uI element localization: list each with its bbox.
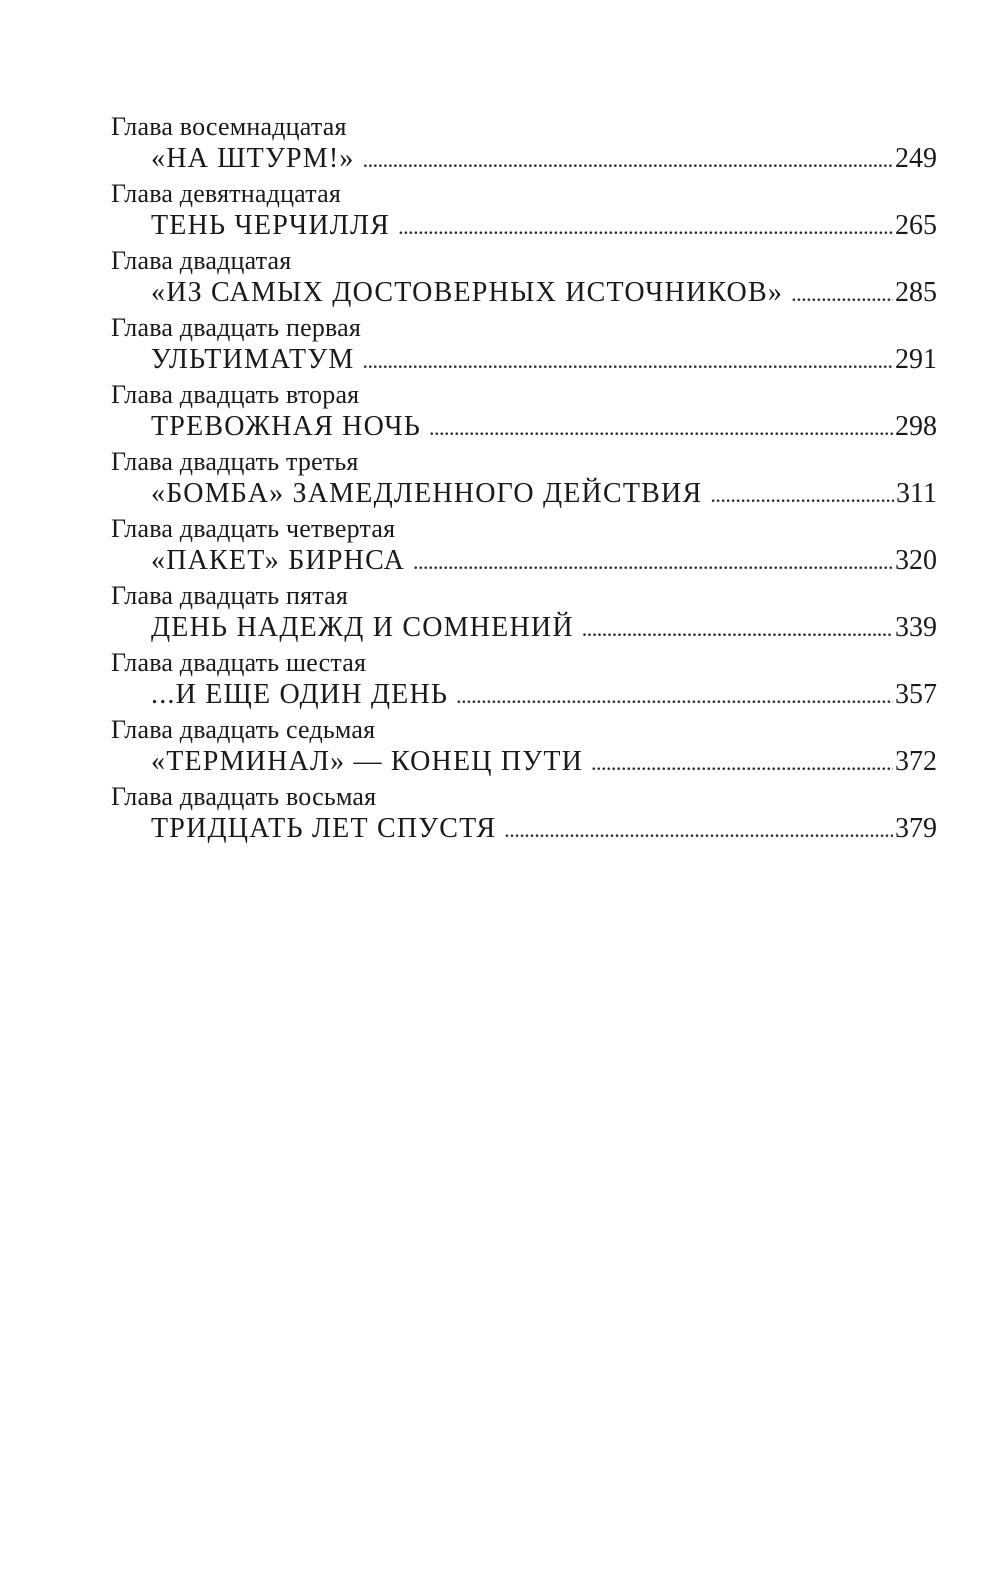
chapter-label: Глава двадцать вторая (111, 380, 360, 409)
toc-entry[interactable] (111, 715, 937, 782)
dot-leader (591, 750, 893, 776)
dot-leader (362, 348, 893, 374)
page-number[interactable]: 320 (895, 545, 937, 576)
dot-leader (363, 147, 893, 173)
chapter-title[interactable]: «НА ШТУРМ!» (151, 143, 355, 174)
page-number[interactable]: 311 (896, 478, 937, 509)
toc-entry[interactable] (111, 782, 937, 849)
chapter-title[interactable]: «ТЕРМИНАЛ» — КОНЕЦ ПУТИ (151, 746, 584, 777)
page-number[interactable]: 291 (895, 344, 937, 375)
chapter-label: Глава двадцать третья (111, 447, 359, 476)
chapter-label: Глава восемнадцатая (111, 112, 347, 141)
toc-entry[interactable] (111, 313, 937, 380)
toc-entry[interactable] (111, 581, 937, 648)
toc-entry[interactable] (111, 246, 937, 313)
title-row (151, 745, 937, 779)
dot-leader (504, 817, 893, 843)
dot-leader (582, 616, 893, 642)
table-of-contents (111, 112, 937, 849)
title-row (151, 812, 937, 846)
title-row (151, 343, 937, 377)
page-number[interactable]: 372 (895, 746, 937, 777)
dot-leader (710, 482, 894, 508)
title-row (151, 611, 937, 645)
dot-leader (413, 549, 893, 575)
chapter-label: Глава девятнадцатая (111, 179, 342, 208)
chapter-title[interactable]: «ИЗ САМЫХ ДОСТОВЕРНЫХ ИСТОЧНИКОВ» (151, 277, 784, 308)
page-number[interactable]: 249 (895, 143, 937, 174)
chapter-title[interactable]: «БОМБА» ЗАМЕДЛЕННОГО ДЕЙСТВИЯ (151, 478, 703, 509)
toc-entry[interactable] (111, 112, 937, 179)
title-row (151, 544, 937, 578)
chapter-label: Глава двадцать первая (111, 313, 362, 342)
chapter-title[interactable]: «ПАКЕТ» БИРНСА (151, 545, 405, 576)
chapter-title[interactable]: ТЕНЬ ЧЕРЧИЛЛЯ (151, 210, 391, 241)
chapter-title[interactable]: ...И ЕЩЕ ОДИН ДЕНЬ (151, 679, 449, 710)
toc-entry[interactable] (111, 447, 937, 514)
chapter-title[interactable]: ДЕНЬ НАДЕЖД И СОМНЕНИЙ (151, 612, 574, 643)
chapter-label: Глава двадцать четвертая (111, 514, 396, 543)
toc-entry[interactable] (111, 380, 937, 447)
page-number[interactable]: 339 (895, 612, 937, 643)
page-number[interactable]: 265 (895, 210, 937, 241)
dot-leader (456, 683, 893, 709)
chapter-label: Глава двадцать пятая (111, 581, 349, 610)
chapter-title[interactable]: УЛЬТИМАТУМ (151, 344, 355, 375)
dot-leader (429, 415, 893, 441)
chapter-title[interactable]: ТРЕВОЖНАЯ НОЧЬ (151, 411, 422, 442)
page-number[interactable]: 298 (895, 411, 937, 442)
page-number[interactable]: 285 (895, 277, 937, 308)
chapter-label: Глава двадцать шестая (111, 648, 367, 677)
title-row (151, 209, 937, 243)
chapter-label: Глава двадцать седьмая (111, 715, 376, 744)
dot-leader (791, 281, 893, 307)
page-number[interactable]: 357 (895, 679, 937, 710)
dot-leader (398, 214, 893, 240)
toc-entry[interactable] (111, 648, 937, 715)
chapter-label: Глава двадцать восьмая (111, 782, 377, 811)
title-row (151, 276, 937, 310)
title-row (151, 477, 937, 511)
title-row (151, 678, 937, 712)
toc-entry[interactable] (111, 179, 937, 246)
chapter-label: Глава двадцатая (111, 246, 292, 275)
toc-entry[interactable] (111, 514, 937, 581)
chapter-title[interactable]: ТРИДЦАТЬ ЛЕТ СПУСТЯ (151, 813, 497, 844)
title-row (151, 142, 937, 176)
page-number[interactable]: 379 (895, 813, 937, 844)
title-row (151, 410, 937, 444)
